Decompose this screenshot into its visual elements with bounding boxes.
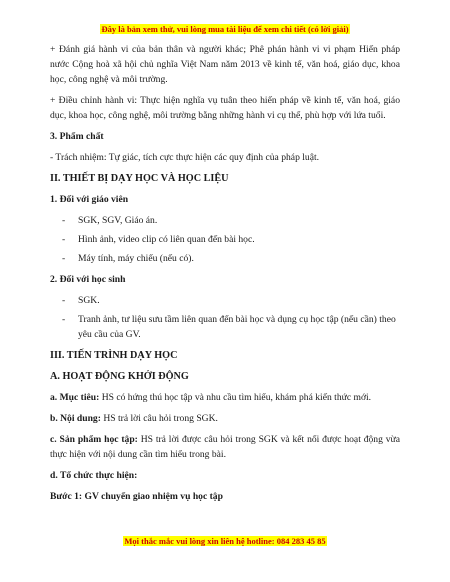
- section-heading: III. TIẾN TRÌNH DẠY HỌC: [50, 350, 178, 361]
- paragraph: + Đánh giá hành vi của bản thân và người khác; Phê phán hành vi vi phạm Hiến pháp nước Cộng hoà xã hội chủ nghĩa Việt Nam năm 2013 về kinh tế, văn hoá, giáo dục, khoa học, công nghệ và môi trường.: [50, 44, 400, 85]
- paragraph: - Trách nhiệm: Tự giác, tích cực thực hiện các quy định của pháp luật.: [50, 152, 320, 163]
- document-body: [50, 42, 400, 510]
- hotline-text: Mọi thắc mắc vui lòng xin liên hệ hotline: 084 283 45 85: [124, 536, 326, 546]
- subsection-heading: d. Tổ chức thực hiện:: [50, 470, 138, 481]
- list-item: - Máy tính, máy chiếu (nếu có).: [50, 251, 400, 266]
- subsection-heading: 2. Đối với học sinh: [50, 274, 126, 285]
- section-heading: II. THIẾT BỊ DẠY HỌC VÀ HỌC LIỆU: [50, 173, 229, 184]
- hotline-banner: [0, 536, 450, 546]
- preview-notice-banner: [0, 24, 450, 34]
- list-item: - SGK.: [50, 293, 400, 308]
- step-heading: Bước 1: GV chuyển giao nhiệm vụ học tập: [50, 491, 223, 502]
- list-item: - Hình ảnh, video clip có liên quan đến bài học.: [50, 232, 400, 247]
- section-heading: A. HOẠT ĐỘNG KHỞI ĐỘNG: [50, 371, 189, 382]
- objective-text: HS có hứng thú học tập và nhu cầu tìm hiểu, khám phá kiến thức mới.: [99, 392, 372, 403]
- content-label: b. Nội dung:: [50, 413, 101, 424]
- list-item: - Tranh ảnh, tư liệu sưu tầm liên quan đến bài học và dụng cụ học tập (nếu cần) theo yêu cầu của GV.: [50, 312, 400, 342]
- product-label: c. Sản phẩm học tập:: [50, 434, 138, 445]
- preview-notice-text: Đây là bản xem thử, vui lòng mua tài liệu để xem chi tiết (có lời giải): [101, 24, 349, 34]
- student-materials-list: [50, 293, 400, 342]
- objective-label: a. Mục tiêu:: [50, 392, 100, 403]
- product-paragraph: [50, 432, 400, 462]
- product-text: HS trả lời được câu hỏi trong SGK và kết nối được hoạt động vừa thực hiện với nội dung cần tìm hiểu trong bài.: [50, 434, 400, 460]
- paragraph: + Điều chỉnh hành vi: Thực hiện nghĩa vụ tuân theo hiến pháp về kinh tế, văn hoá, giáo dục, khoa học, công nghệ, môi trường bằng những hành vi cụ thể, phù hợp với lứa tuổi.: [50, 95, 400, 121]
- section-heading: 3. Phẩm chất: [50, 131, 104, 142]
- content-text: HS trả lời câu hỏi trong SGK.: [100, 413, 218, 424]
- list-item: - SGK, SGV, Giáo án.: [50, 213, 400, 228]
- objective-paragraph: [50, 390, 400, 405]
- teacher-materials-list: [50, 213, 400, 266]
- subsection-heading: 1. Đối với giáo viên: [50, 194, 129, 205]
- content-paragraph: [50, 411, 400, 426]
